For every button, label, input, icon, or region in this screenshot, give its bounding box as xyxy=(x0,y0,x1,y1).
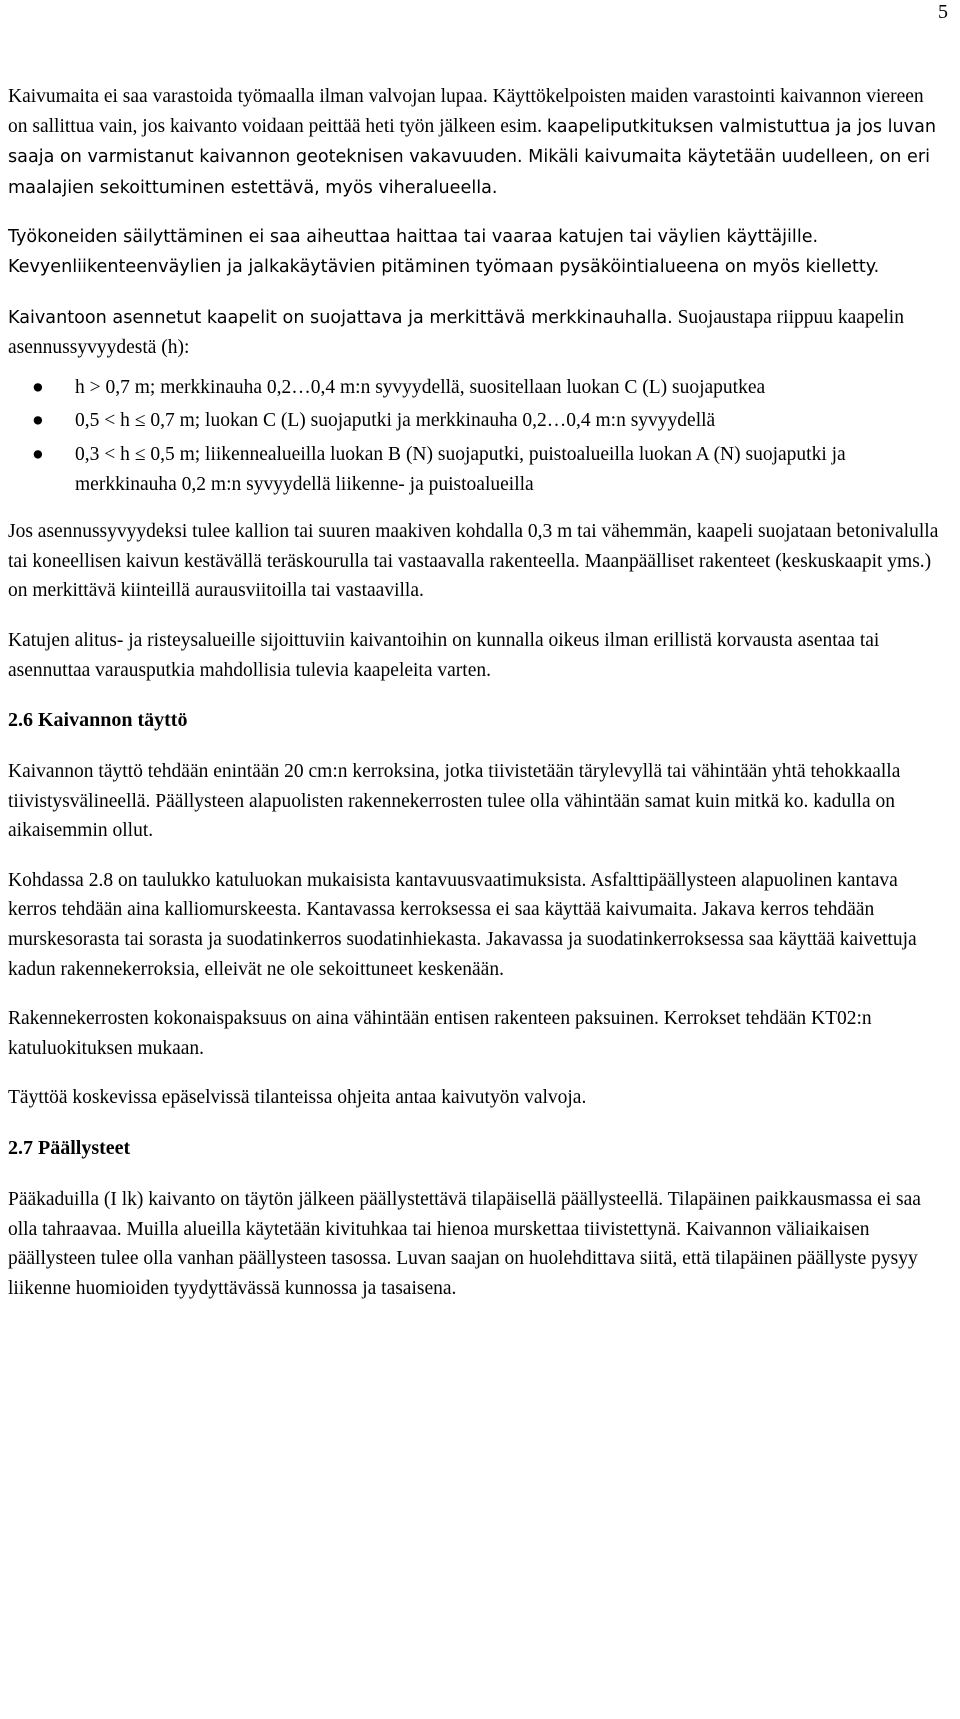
list-item-text: 0,3 < h ≤ 0,5 m; liikennealueilla luokan B (N) suojaputki, puistoalueilla luokan A (N) suojaputki ja merkkinauha 0,2 m:n syvyydellä liikenne- ja puistoalueilla xyxy=(75,443,846,495)
spacer xyxy=(8,1063,948,1083)
paragraph-reserve-conduits: Katujen alitus- ja risteysalueille sijoittuviin kaivantoihin on kunnalla oikeus ilman erillistä korvausta asentaa tai asennuttaa varausputkia mahdollisia tulevia kaapeleita varten. xyxy=(8,629,880,681)
spacer xyxy=(8,203,948,223)
list-item-text: 0,5 < h ≤ 0,7 m; luokan C (L) suojaputki ja merkkinauha 0,2…0,4 m:n syvyydellä xyxy=(75,410,716,432)
cable-depth-list xyxy=(8,373,948,499)
paragraph-cable-protection xyxy=(8,303,948,363)
bullet-icon: ● xyxy=(32,410,44,432)
page-number: 5 xyxy=(938,1,948,23)
paragraph-rock-protection: Jos asennussyvyydeksi tulee kallion tai suuren maakiven kohdalla 0,3 m tai vähemmän, kaapeli suojataan betonivalulla tai koneellisen kaivun kestävällä teräskourulla tai vastaavalla rakenteella. Maanpäälliset rakenteet (keskuskaapit yms.) on merkittävä kiinteillä aurausviitoilla tai vastaavilla. xyxy=(8,521,939,602)
section-heading-2-7: 2.7 Päällysteet xyxy=(8,1137,131,1160)
paragraph-excavated-soil-storage xyxy=(8,82,948,203)
list-item xyxy=(8,373,948,403)
spacer xyxy=(8,846,948,866)
paragraph-temporary-pavement: Pääkaduilla (I lk) kaivanto on täytön jälkeen päällystettävä tilapäisellä päällysteellä. Tilapäinen paikkausmassa ei saa olla tahraavaa. Muilla alueilla käytetään kivituhkaa tai hienoa murskettaa tiivistettynä. Kaivannon väliaikaisen päällysteen tulee olla vanhan päällysteen tasossa. Luvan saajan on huolehdittava siitä, että tilapäinen päällyste pysyy liikenne huomioiden tyydyttävässä kunnossa ja tasaisena. xyxy=(8,1189,921,1299)
paragraph-text: Suojaustapa riippuu kaapelin asennussyvyydestä (h): xyxy=(8,306,904,359)
list-item xyxy=(8,440,948,499)
paragraph-backfill: Kaivannon täyttö tehdään enintään 20 cm:n kerroksina, jotka tiivistetään tärylevyllä tai vähintään yhtä tehokkaalla tiivistysvälineellä. Päällysteen alapuolisten rakennekerrosten tulee olla vähintään samat kuin mitkä ko. kadulla on aikaisemmin ollut. xyxy=(8,761,901,842)
section-heading-2-6: 2.6 Kaivannon täyttö xyxy=(8,709,188,732)
list-item xyxy=(8,406,948,436)
spacer xyxy=(8,685,948,705)
paragraph-bearing-layers: Kohdassa 2.8 on taulukko katuluokan mukaisista kantavuusvaatimuksista. Asfalttipäällysteen alapuolinen kantava kerros tehdään aina kalliomurskeesta. Kantavassa kerroksessa ei saa käyttää kaivumaita. Jakava kerros tehdään murskesorasta tai sorasta ja suodatinkerros suodatinhiekasta. Jakavassa ja suodatinkerroksessa saa käyttää kaivettuja kadun rakennekerroksia, elleivät ne ole sekoittuneet keskenään. xyxy=(8,869,917,980)
spacer xyxy=(8,1163,948,1185)
paragraph-text-sans: kaapeliputkituksen valmistuttua ja jos luvan saaja on varmistanut kaivannon geoteknisen vakavuuden. Mikäli kaivumaita käytetään uudelleen, on eri maalajien sekoittuminen estettävä, myös viheralueella. xyxy=(8,116,937,198)
bullet-icon: ● xyxy=(32,376,44,398)
spacer xyxy=(8,735,948,757)
document-body xyxy=(8,82,948,1303)
paragraph-text: Kaivumaita ei saa varastoida työmaalla ilman valvojan lupaa. Käyttökelpoisten maiden varastointi kaivannon viereen on sallittua vain, jos kaivanto voidaan peittää heti työn jälkeen esim. xyxy=(8,86,924,137)
spacer xyxy=(8,283,948,303)
spacer xyxy=(8,1113,948,1133)
spacer xyxy=(8,606,948,626)
paragraph-machinery-storage: Työkoneiden säilyttäminen ei saa aiheuttaa haittaa tai vaaraa katujen tai väylien käyttäjille. Kevyenliikenteenväylien ja jalkakäytävien pitäminen työmaan pysäköintialueena on myös kielletty. xyxy=(8,227,880,277)
paragraph-total-thickness: Rakennekerrosten kokonaispaksuus on aina vähintään entisen rakenteen paksuinen. Kerrokset tehdään KT02:n katuluokituksen mukaan. xyxy=(8,1008,872,1059)
spacer xyxy=(8,984,948,1004)
paragraph-unclear-situations: Täyttöä koskevissa epäselvissä tilanteissa ohjeita antaa kaivutyön valvoja. xyxy=(8,1087,587,1109)
spacer xyxy=(8,503,948,517)
list-item-text: h > 0,7 m; merkkinauha 0,2…0,4 m:n syvyydellä, suositellaan luokan C (L) suojaputkea xyxy=(75,376,766,398)
bullet-icon: ● xyxy=(32,443,44,465)
paragraph-text-sans: Kaivantoon asennetut kaapelit on suojattava ja merkittävä merkkinauhalla. xyxy=(8,307,673,328)
